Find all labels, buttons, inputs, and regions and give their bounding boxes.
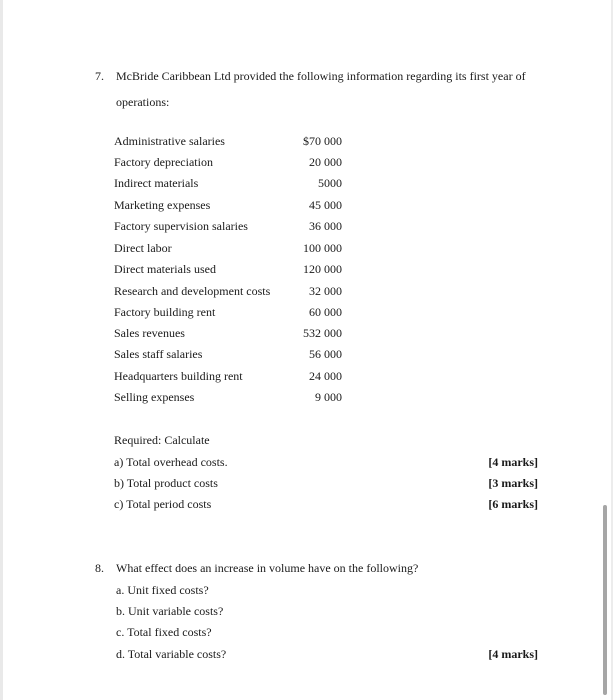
cost-item-value: 9 000 (315, 390, 342, 404)
question-8-item: c. Total fixed costs? (116, 625, 212, 639)
cost-item-label: Marketing expenses (114, 198, 211, 212)
cost-item-label: Sales revenues (114, 326, 185, 340)
cost-item-label: Administrative salaries (114, 134, 225, 148)
question-8-text: What effect does an increase in volume have on the following? (116, 561, 419, 575)
question-8-item: b. Unit variable costs? (116, 604, 224, 618)
cost-item-value: $70 000 (303, 134, 342, 148)
cost-item-value: 36 000 (309, 219, 342, 233)
marks-label: [6 marks] (488, 497, 538, 511)
question-8-item: a. Unit fixed costs? (116, 583, 209, 597)
cost-item-label: Factory supervision salaries (114, 219, 248, 233)
cost-item-value: 45 000 (309, 198, 342, 212)
marks-label: [3 marks] (488, 476, 538, 490)
cost-item-value: 32 000 (309, 284, 342, 298)
cost-item-value: 120 000 (303, 262, 342, 276)
cost-item-value: 60 000 (309, 305, 342, 319)
required-heading: Required: Calculate (114, 433, 210, 447)
cost-item-value: 5000 (318, 176, 342, 190)
cost-item-value: 100 000 (303, 241, 342, 255)
question-7-number: 7. (95, 69, 104, 83)
cost-item-value: 24 000 (309, 369, 342, 383)
question-7-text: McBride Caribbean Ltd provided the following information regarding its first year of (116, 69, 526, 83)
cost-item-label: Headquarters building rent (114, 369, 243, 383)
required-item: b) Total product costs (114, 476, 218, 490)
cost-item-label: Indirect materials (114, 176, 199, 190)
cost-item-label: Direct materials used (114, 262, 216, 276)
cost-item-value: 56 000 (309, 347, 342, 361)
cost-item-label: Factory depreciation (114, 155, 213, 169)
required-item: a) Total overhead costs. (114, 455, 228, 469)
cost-item-value: 20 000 (309, 155, 342, 169)
scrollbar-thumb[interactable] (603, 505, 607, 695)
marks-label: [4 marks] (488, 455, 538, 469)
cost-item-label: Selling expenses (114, 390, 195, 404)
marks-label: [4 marks] (488, 647, 538, 661)
cost-item-value: 532 000 (303, 326, 342, 340)
question-8-number: 8. (95, 561, 104, 575)
page-left-edge (0, 0, 3, 700)
question-7-text-continued: operations: (116, 95, 170, 109)
cost-item-label: Direct labor (114, 241, 172, 255)
required-item: c) Total period costs (114, 497, 212, 511)
cost-item-label: Research and development costs (114, 284, 271, 298)
cost-item-label: Sales staff salaries (114, 347, 203, 361)
question-8-item: d. Total variable costs? (116, 647, 227, 661)
cost-item-label: Factory building rent (114, 305, 216, 319)
